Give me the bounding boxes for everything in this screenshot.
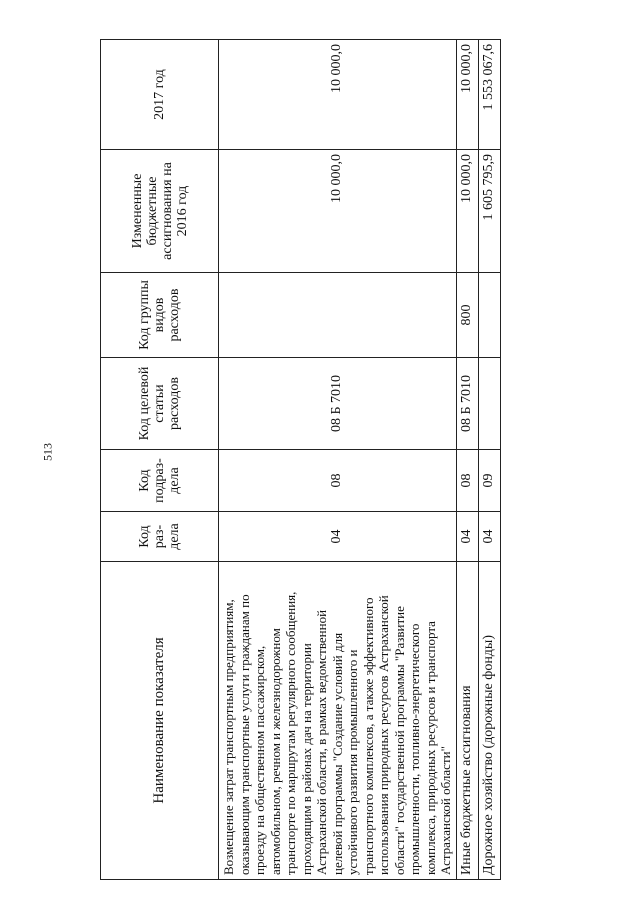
rotated-table-container	[100, 40, 496, 880]
row-podrazdel: 09	[478, 450, 500, 512]
row-name: Иные бюджетные ассигнования	[456, 562, 478, 880]
row-2016: 10 000,0	[219, 150, 457, 273]
row-name: Возмещение затрат транспортным предприятиям, оказывающим транспортные услуги гражданам по проезду на общественном пассажирском, автомобильном, речном и железнодорожном транспорте по маршрутам регулярного сообщения, проходящим в районах дач на территории Астраханской области, в рамках ведомственной целевой программы "Создание условий для устойчивого развития промышленного и транспортного комплексов, а также эффективного использования природных ресурсов Астраханской области" государственной программы "Развитие промышленности, топливно-энергетического комплекса, природных ресурсов и транспорта Астраханской области"	[219, 562, 457, 880]
row-group	[219, 273, 457, 358]
row-razdel: 04	[478, 512, 500, 562]
row-2016: 1 605 795,9	[478, 150, 500, 273]
row-target: 08 Б 7010	[456, 358, 478, 450]
row-target	[478, 358, 500, 450]
budget-table	[100, 39, 501, 880]
row-2017: 10 000,0	[219, 40, 457, 150]
table-row	[456, 40, 478, 880]
row-group: 800	[456, 273, 478, 358]
row-razdel: 04	[219, 512, 457, 562]
page-number: 513	[40, 443, 55, 461]
table-row	[478, 40, 500, 880]
header-podrazdel: Код подраз-дела	[101, 450, 219, 512]
header-group: Код группы видов расходов	[101, 273, 219, 358]
row-podrazdel: 08	[456, 450, 478, 512]
header-2016: Измененные бюджетные ассигнования на 2016 год	[101, 150, 219, 273]
row-2016: 10 000,0	[456, 150, 478, 273]
header-razdel: Код раз-дела	[101, 512, 219, 562]
row-razdel: 04	[456, 512, 478, 562]
row-podrazdel: 08	[219, 450, 457, 512]
row-group	[478, 273, 500, 358]
row-target: 08 Б 7010	[219, 358, 457, 450]
header-2017: 2017 год	[101, 40, 219, 150]
row-2017: 1 553 067,6	[478, 40, 500, 150]
row-2017: 10 000,0	[456, 40, 478, 150]
header-name: Наименование показателя	[101, 562, 219, 880]
table-row	[219, 40, 457, 880]
table-header-row	[101, 40, 219, 880]
header-target: Код целевой статьи расходов	[101, 358, 219, 450]
row-name: Дорожное хозяйство (дорожные фонды)	[478, 562, 500, 880]
